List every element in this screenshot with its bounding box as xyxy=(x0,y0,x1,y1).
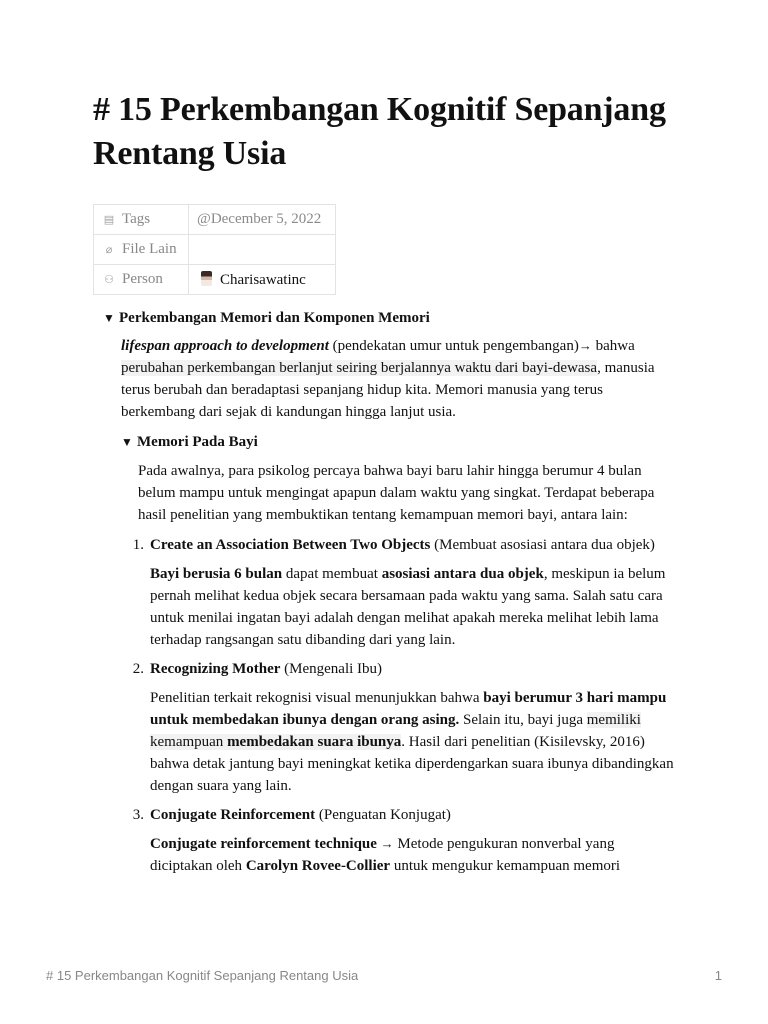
page-title: # 15 Perkembangan Kognitif Sepanjang Rentang Usia xyxy=(93,91,666,172)
arrow-right-icon: → xyxy=(380,836,394,851)
text: (Membuat asosiasi antara dua objek) xyxy=(430,537,655,553)
text: memiliki kemampuan xyxy=(150,712,641,750)
text: , meskipun ia belum pernah melihat kedua objek secara bersamaan pada waktu yang sama. Salah satu cara untuk menilai ingatan bayi adalah dengan melihat apakah mereka melihat lebih lama terhadap rangsangan satu dibanding dari yang lain. xyxy=(150,566,666,648)
paragraph-intro-bayi: Pada awalnya, para psikolog percaya bahwa bayi baru lahir hingga berumur 4 bulan belum mampu untuk mengingat apapun dalam waktu yang singkat. Terdapat beberapa hasil penelitian yang membuktikan tentang kemampuan memori bayi, antara lain: xyxy=(138,463,655,523)
calendar-icon: ▤ xyxy=(103,214,115,226)
property-row-file[interactable] xyxy=(94,235,336,265)
property-value-date[interactable]: @December 5, 2022 xyxy=(189,205,336,235)
person-name: Charisawatinc xyxy=(220,271,306,288)
bold-text: asosiasi antara dua objek xyxy=(381,566,544,582)
people-icon: ⚇ xyxy=(104,274,114,286)
term-lifespan: lifespan approach to development xyxy=(121,338,329,354)
page-number: 1 xyxy=(714,968,722,983)
text: . Hasil dari penelitian (Kisilevsky, 2016) bahwa detak jantung bayi meningkat ketika diperdengarkan suara ibunya dibandingkan dengan suara yang lain. xyxy=(150,734,674,794)
text: (Mengenali Ibu) xyxy=(280,661,383,677)
toggle-header[interactable] xyxy=(103,307,678,329)
paperclip-icon: ⌀ xyxy=(105,244,113,256)
property-label: Tags xyxy=(122,211,151,227)
text: , manusia terus berubah dan beradaptasi sepanjang hidup kita. Memori manusia yang terus berkembang dari sejak di kandungan hingga lanjut usia. xyxy=(121,360,655,420)
triangle-down-icon[interactable]: ▼ xyxy=(121,435,133,449)
list-item-title: Recognizing Mother xyxy=(150,661,281,677)
triangle-down-icon[interactable]: ▼ xyxy=(103,311,115,325)
bold-text: Bayi berusia 6 bulan xyxy=(150,566,283,582)
toggle-memori-komponen xyxy=(103,307,678,877)
toggle-header[interactable] xyxy=(121,431,678,453)
bold-text: Carolyn Rovee-Collier xyxy=(245,858,391,874)
property-row-person[interactable] xyxy=(94,265,336,295)
property-value-files[interactable] xyxy=(189,235,336,265)
page-footer xyxy=(46,968,722,983)
list-item xyxy=(122,658,678,797)
text: Penelitian terkait rekognisi visual menunjukkan bahwa xyxy=(150,690,484,706)
properties-table xyxy=(93,204,336,295)
list-item-title: Conjugate Reinforcement xyxy=(150,807,316,823)
list-item xyxy=(122,804,678,877)
paragraph xyxy=(150,687,678,797)
text: dapat membuat xyxy=(282,566,382,582)
toggle-title: Perkembangan Memori dan Komponen Memori xyxy=(119,310,430,326)
list-item-body xyxy=(150,534,678,651)
highlight-text: perubahan perkembangan berlanjut seiring berjalannya waktu dari bayi-dewasa xyxy=(121,360,598,376)
text: Metode pengukuran nonverbal yang diciptakan oleh xyxy=(150,836,615,874)
footer-title: # 15 Perkembangan Kognitif Sepanjang Rentang Usia xyxy=(46,968,359,983)
property-key xyxy=(94,265,189,295)
list-number: 1. xyxy=(132,537,144,553)
property-label: File Lain xyxy=(122,241,177,257)
list-number: 3. xyxy=(132,807,144,823)
property-label: Person xyxy=(122,271,163,287)
list-number: 2. xyxy=(132,661,144,677)
text: bahwa xyxy=(591,338,635,354)
avatar xyxy=(201,271,212,286)
paragraph-lifespan xyxy=(121,335,678,423)
bold-text: bayi berumur 3 hari mampu untuk membedakan ibunya dengan orang asing. xyxy=(150,690,667,728)
list-item xyxy=(122,534,678,651)
paragraph xyxy=(150,563,678,651)
toggle-memori-bayi xyxy=(121,431,678,877)
list-item-body xyxy=(150,804,678,877)
arrow-right-icon: → xyxy=(578,338,592,353)
property-key xyxy=(94,205,189,235)
text: Selain itu, bayi juga xyxy=(459,712,587,728)
bold-text: membedakan suara ibunya xyxy=(227,734,402,750)
page-content xyxy=(93,88,678,877)
text: (Penguatan Konjugat) xyxy=(315,807,451,823)
property-value-person[interactable] xyxy=(189,265,336,295)
text: (pendekatan umur untuk pengembangan) xyxy=(328,338,579,354)
list-item-body xyxy=(150,658,678,797)
toggle-title: Memori Pada Bayi xyxy=(137,434,258,450)
property-row-tags[interactable] xyxy=(94,205,336,235)
paragraph xyxy=(150,833,678,877)
list-item-title: Create an Association Between Two Objects xyxy=(150,537,431,553)
property-key xyxy=(94,235,189,265)
text: untuk mengukur kemampuan memori xyxy=(390,858,621,874)
bold-text: Conjugate reinforcement technique xyxy=(150,836,377,852)
